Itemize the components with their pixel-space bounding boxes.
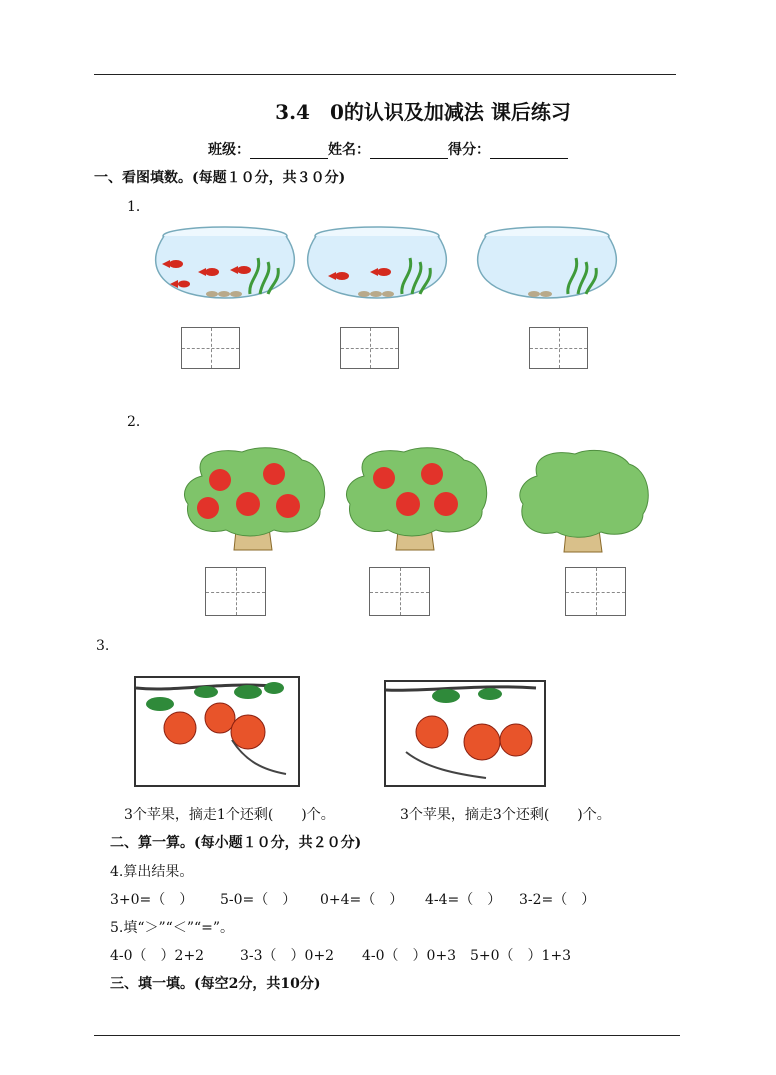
page-title: 3.4 0的认识及加减法 课后练习 — [275, 100, 571, 124]
section-1-heading: 一、看图填数。(每题１０分，共３０分) — [94, 170, 346, 186]
q5-item-2: 3-3（ ）0+2 — [240, 948, 335, 964]
tree-five-apples — [182, 446, 327, 554]
score-blank[interactable] — [490, 144, 568, 159]
fishbowl-no-fish — [472, 222, 622, 302]
answer-grid-1b[interactable] — [340, 327, 399, 369]
student-info-line — [0, 139, 776, 159]
apple-branch-picture-left — [134, 676, 300, 787]
question-3-text-left: 3个苹果，摘走1个还剩( )个。 — [124, 807, 335, 823]
answer-grid-1c[interactable] — [529, 327, 588, 369]
tree-no-apples — [517, 448, 652, 556]
question-3-text-right: 3个苹果，摘走3个还剩( )个。 — [400, 807, 611, 823]
question-2-label: 2． — [127, 414, 150, 430]
apple-branch-picture-right — [384, 680, 546, 787]
question-3-label: 3. — [96, 638, 110, 654]
q4-item-4: 4-4=（ ） — [425, 892, 502, 908]
question-4-label: 4.算出结果。 — [110, 864, 194, 880]
apple-branch-right-drawing — [386, 682, 544, 785]
fishbowl-three-fish — [150, 222, 300, 302]
q5-item-4: 5+0（ ）1+3 — [470, 948, 572, 964]
tree-four-apples — [344, 446, 489, 554]
q4-item-1: 3+0=（ ） — [110, 892, 194, 908]
q4-item-5: 3-2=（ ） — [519, 892, 596, 908]
answer-grid-1a[interactable] — [181, 327, 240, 369]
score-label: 得分： — [448, 142, 490, 158]
answer-grid-2c[interactable] — [565, 567, 626, 616]
top-rule — [94, 74, 676, 75]
section-2-heading: 二、算一算。(每小题１０分，共２０分) — [110, 835, 362, 851]
question-1-label: 1． — [127, 199, 150, 215]
q5-item-3: 4-0（ ）0+3 — [362, 948, 457, 964]
fishbowl-two-fish — [302, 222, 452, 302]
apple-branch-left-drawing — [136, 678, 298, 785]
question-5-label: 5.填“＞”“＜”“=”。 — [110, 920, 235, 936]
section-3-heading: 三、填一填。(每空2分，共10分) — [110, 976, 321, 992]
q4-item-2: 5-0=（ ） — [220, 892, 297, 908]
q4-item-3: 0+4=（ ） — [320, 892, 404, 908]
q5-item-1: 4-0（ ）2+2 — [110, 948, 205, 964]
bottom-rule — [94, 1035, 680, 1036]
name-blank[interactable] — [370, 144, 448, 159]
name-label: 姓名： — [328, 142, 370, 158]
answer-grid-2b[interactable] — [369, 567, 430, 616]
class-label: 班级： — [208, 142, 250, 158]
class-blank[interactable] — [250, 144, 328, 159]
answer-grid-2a[interactable] — [205, 567, 266, 616]
